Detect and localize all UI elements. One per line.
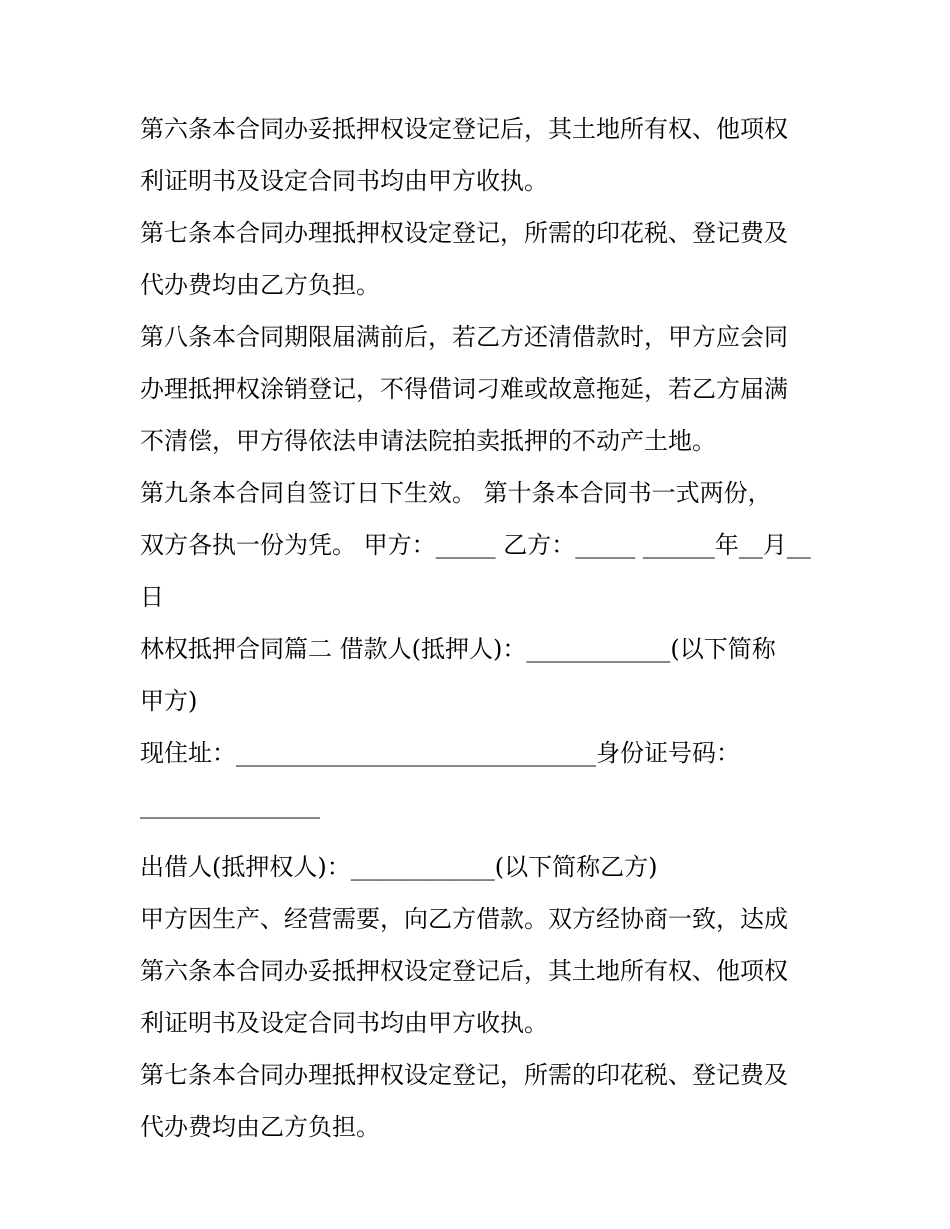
text-line: 办理抵押权涂销登记，不得借词刁难或故意拖延，若乙方届满 [140,375,788,403]
text-line: 代办费均由乙方负担。 [140,1113,380,1141]
text-line: 第七条本合同办理抵押权设定登记，所需的印花税、登记费及 [140,1061,788,1089]
text-line: 甲方因生产、经营需要，向乙方借款。双方经协商一致，达成 [140,905,788,933]
document-page [140,103,820,1153]
text-line: 日 [140,583,164,611]
text-line: 双方各执一份为凭。 甲方：_____ 乙方：_____ ______年__月__ [140,531,811,559]
text-line: 出借人(抵押权人)：____________(以下简称乙方) [140,853,658,881]
text-line: _______________ [140,791,320,819]
text-line: 第六条本合同办妥抵押权设定登记后，其土地所有权、他项权 [140,115,788,143]
text-line: 利证明书及设定合同书均由甲方收执。 [140,167,548,195]
text-line: 利证明书及设定合同书均由甲方收执。 [140,1009,548,1037]
text-line: 现住址：______________________________身份证号码： [140,739,740,767]
text-line: 第八条本合同期限届满前后，若乙方还清借款时，甲方应会同 [140,323,788,351]
text-line: 第九条本合同自签订日下生效。 第十条本合同书一式两份， [140,479,772,507]
text-line: 代办费均由乙方负担。 [140,271,380,299]
text-line: 不清偿，甲方得依法申请法院拍卖抵押的不动产土地。 [140,427,716,455]
text-line: 第六条本合同办妥抵押权设定登记后，其土地所有权、他项权 [140,957,788,985]
text-line: 林权抵押合同篇二 借款人(抵押人)：____________(以下简称 [140,635,776,663]
text-line: 甲方) [140,687,198,715]
text-line: 第七条本合同办理抵押权设定登记，所需的印花税、登记费及 [140,219,788,247]
